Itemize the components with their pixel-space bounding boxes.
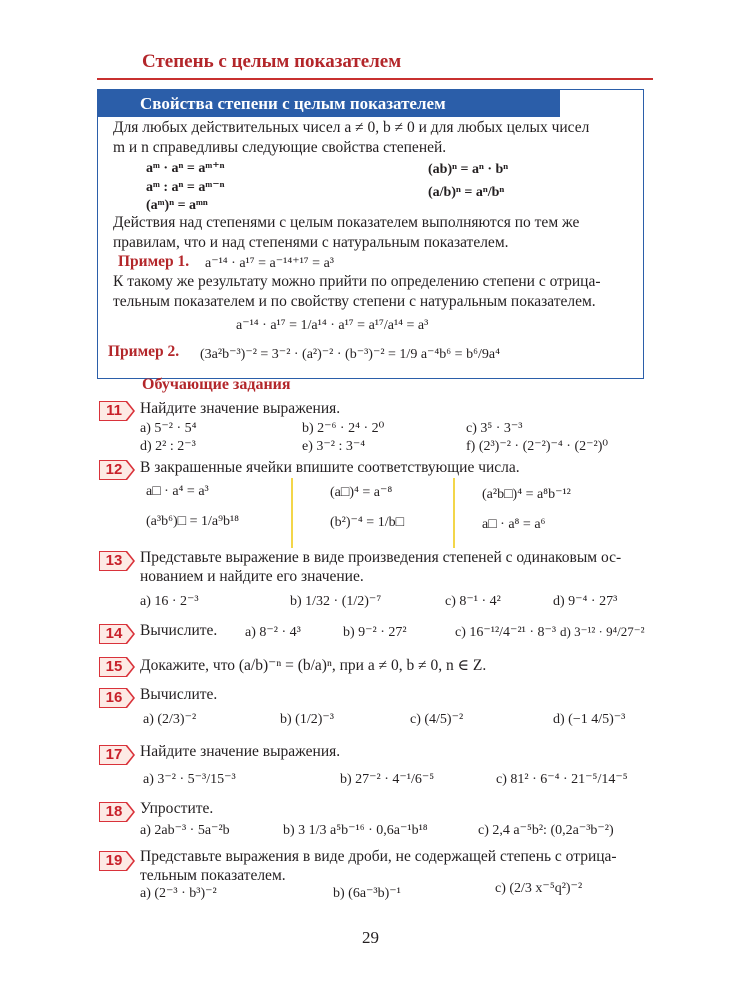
task-number-badge: 15 [99,657,137,677]
property-1: aᵐ · aⁿ = aᵐ⁺ⁿ [146,161,225,176]
task-17-item-a: a) 3⁻² · 5⁻³/15⁻³ [143,772,236,787]
task-number-badge: 16 [99,688,137,708]
task-11-item-d: d) 2² : 2⁻³ [140,439,196,454]
example-2-label: Пример 2. [108,343,180,360]
task-11-item-f: f) (2³)⁻² · (2⁻²)⁻⁴ · (2⁻²)⁰ [466,439,608,454]
property-5: (a/b)ⁿ = aⁿ/bⁿ [428,185,505,200]
task-14-item-b: b) 9⁻² · 27² [343,625,407,640]
task-16-item-a: a) (2/3)⁻² [143,712,197,727]
task-12-text: В закрашенные ячейки впишите соответствующие числа. [140,459,520,476]
task-18-text: Упростите. [140,800,214,817]
task-14-item-d: d) 3⁻¹² · 9⁴/27⁻² [560,624,645,639]
task-number-badge: 17 [99,745,137,765]
task-19-item-c: c) (2/3 x⁻⁵q²)⁻² [495,881,583,896]
task-12-item-4: (b²)⁻⁴ = 1/b□ [330,515,405,530]
task-18-item-b: b) 3 1/3 a⁵b⁻¹⁶ · 0,6a⁻¹b¹⁸ [283,823,428,838]
theory-intro-line-2: m и n справедливы следующие свойства степеней. [113,139,447,156]
example-1-label: Пример 1. [118,253,190,270]
task-13-item-a: a) 16 · 2⁻³ [140,594,199,609]
task-12-item-6: a□ · a⁸ = a⁶ [482,517,546,532]
task-14-item-c: c) 16⁻¹²/4⁻²¹ · 8⁻³ [455,625,557,640]
task-number-badge: 14 [99,624,137,644]
task-19-text-line-1: Представьте выражения в виде дроби, не содержащей степень с отрица- [140,848,617,865]
task-number-badge: 12 [99,460,137,480]
title-underline [97,78,653,80]
property-4: (ab)ⁿ = aⁿ · bⁿ [428,162,509,177]
task-12-item-5: (a²b□)⁴ = a⁸b⁻¹² [482,487,571,502]
task-16-item-d: d) (−1 4/5)⁻³ [553,712,626,727]
task-13-text-line-2: нованием и найдите его значение. [140,568,364,585]
task-13-text-line-1: Представьте выражение в виде произведения степеней с одинаковым ос- [140,549,622,566]
example-1-detail: a⁻¹⁴ · a¹⁷ = 1/a¹⁴ · a¹⁷ = a¹⁷/a¹⁴ = a³ [236,318,429,333]
task-16-text: Вычислите. [140,686,218,703]
task-11-item-a: a) 5⁻² · 5⁴ [140,421,197,436]
task-11-item-b: b) 2⁻⁶ · 2⁴ · 2⁰ [302,421,385,436]
task-19-text-line-2: тельным показателем. [140,867,286,884]
task-number-badge: 19 [99,851,137,871]
task-number-badge: 18 [99,802,137,822]
task-17-item-c: c) 81² · 6⁻⁴ · 21⁻⁵/14⁻⁵ [496,772,628,787]
example-1-expression: a⁻¹⁴ · a¹⁷ = a⁻¹⁴⁺¹⁷ = a³ [205,256,334,271]
page-number: 29 [362,928,379,947]
page-title: Степень с целым показателем [142,51,402,72]
column-divider [291,478,293,548]
example-2-expression: (3a²b⁻³)⁻² = 3⁻² · (a²)⁻² · (b⁻³)⁻² = 1/9 a⁻⁴b⁶ = b⁶/9a⁴ [200,347,500,362]
property-3: (aᵐ)ⁿ = aᵐⁿ [146,198,208,213]
task-11-item-e: e) 3⁻² : 3⁻⁴ [302,439,366,454]
task-15-text: Докажите, что (a/b)⁻ⁿ = (b/a)ⁿ, при a ≠ 0, b ≠ 0, n ∈ Z. [140,657,487,674]
theory-intro-line-1: Для любых действительных чисел a ≠ 0, b ≠ 0 и для любых целых чисел [113,119,590,136]
task-12-item-2: (a³b⁶)□ = 1/a⁹b¹⁸ [146,514,240,529]
task-16-item-c: c) (4/5)⁻² [410,712,464,727]
task-13-item-c: c) 8⁻¹ · 4² [445,594,501,609]
task-19-item-b: b) (6a⁻³b)⁻¹ [333,886,401,901]
task-17-text: Найдите значение выражения. [140,743,341,760]
task-14-item-a: a) 8⁻² · 4³ [245,625,301,640]
task-11-item-c: c) 3⁵ · 3⁻³ [466,421,523,436]
rule-line-2: правилам, что и над степенями с натуральным показателем. [113,234,509,251]
task-19-item-a: a) (2⁻³ · b³)⁻² [140,886,217,901]
note-line-2: тельным показателем и по свойству степени с натуральным показателем. [113,293,596,310]
task-13-item-d: d) 9⁻⁴ · 27³ [553,594,618,609]
task-14-text: Вычислите. [140,622,218,639]
column-divider [453,478,455,548]
task-16-item-b: b) (1/2)⁻³ [280,712,334,727]
note-line-1: К такому же результату можно прийти по определению степени с отрица- [113,273,601,290]
task-number-badge: 11 [99,401,137,421]
property-2: aᵐ : aⁿ = aᵐ⁻ⁿ [146,180,225,195]
rule-line-1: Действия над степенями с целым показателем выполняются по тем же [113,214,580,231]
task-11-text: Найдите значение выражения. [140,400,341,417]
task-18-item-a: a) 2ab⁻³ · 5a⁻²b [140,823,230,838]
task-number-badge: 13 [99,551,137,571]
task-13-item-b: b) 1/32 · (1/2)⁻⁷ [290,594,382,609]
section-title: Обучающие задания [142,376,291,393]
task-12-item-3: (a□)⁴ = a⁻⁸ [330,485,393,500]
task-17-item-b: b) 27⁻² · 4⁻¹/6⁻⁵ [340,772,435,787]
task-12-item-1: a□ · a⁴ = a³ [146,484,209,499]
task-18-item-c: c) 2,4 a⁻⁵b²: (0,2a⁻³b⁻²) [478,823,614,838]
theory-box-title: Свойства степени с целым показателем [98,90,560,117]
